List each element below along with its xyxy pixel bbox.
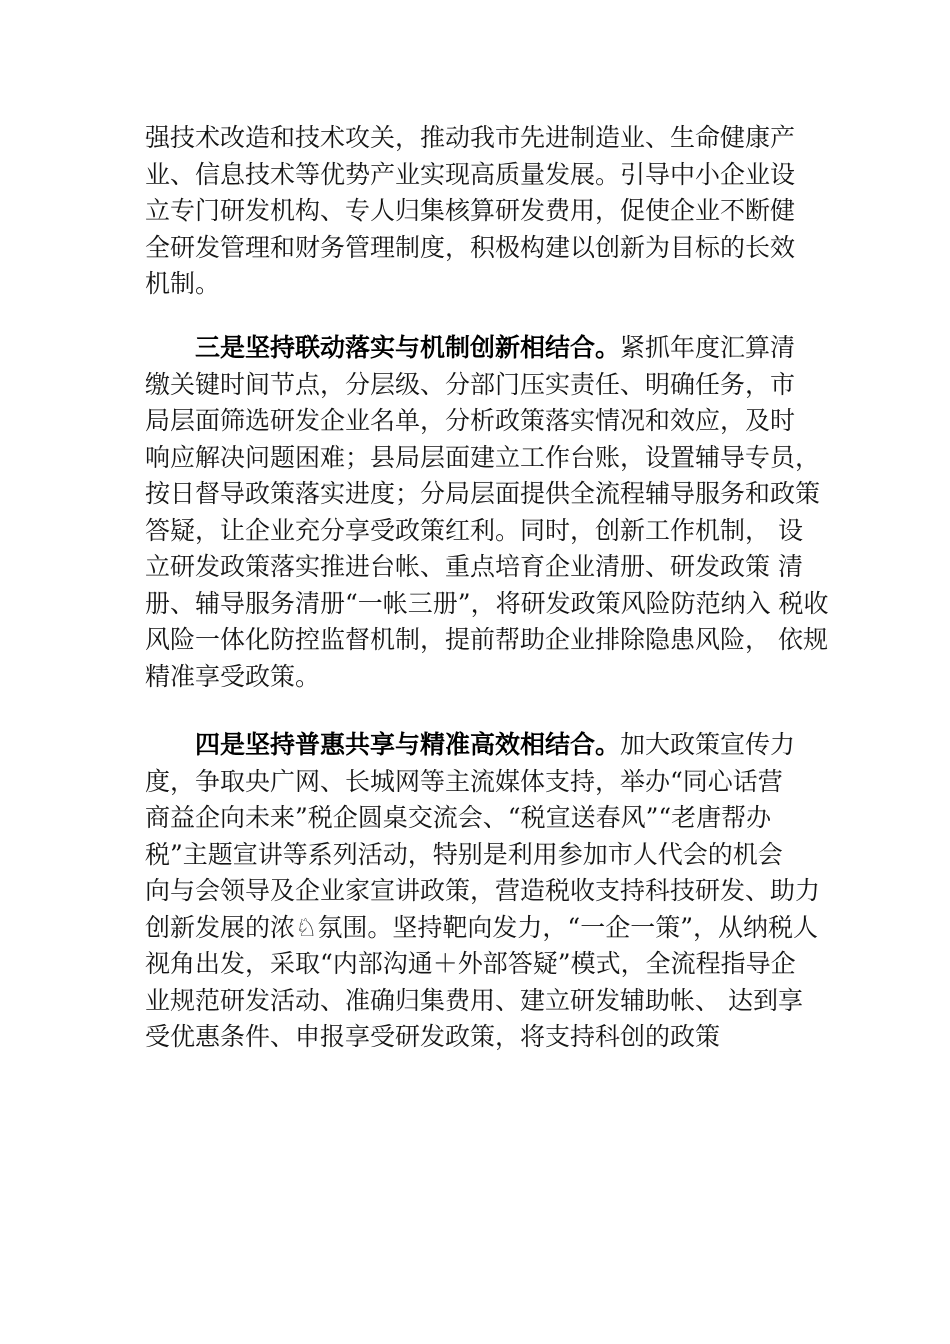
text-line: 度，争取央广网、长城网等主流媒体支持，举办“同心话营 [145,766,783,796]
paragraph-first-line [145,330,835,367]
paragraph-3 [145,727,835,1056]
text-line: 视角出发，采取“内部沟通＋外部答疑”模式，全流程指导企 [145,949,796,978]
text-line: 创新发展的浓♘氛围。坚持靶向发力，“一企一策”，从纳税人 [145,912,818,942]
paragraph-2 [145,330,835,695]
first-line-text: 紧抓年度汇算清 [620,333,796,362]
text-line: 答疑，让企业充分享受政策红利。同时，创新工作机制， 设 [145,515,803,545]
text-line: 业、信息技术等优势产业实现高质量发展。引导中小企业设 [145,159,796,189]
text-line: 风险一体化防控监督机制，提前帮助企业排除隐患风险， 依规 [145,625,828,654]
paragraph-first-line [145,727,835,764]
text-line: 商益企向未来”税企圆桌交流会、“税宣送春风”“老唐帮办 [145,803,772,832]
paragraph-1 [145,120,835,303]
text-line: 受优惠条件、申报享受研发政策，将支持科创的政策 [145,1022,721,1051]
text-line: 响应解决问题困难；县局层面建立工作台账，设置辅导专员， [145,442,821,472]
text-line: 业规范研发活动、准确归集费用、建立研发辅助帐、 达到享 [145,985,803,1015]
text-line: 缴关键时间节点，分层级、分部门压实责任、明确任务，市 [145,369,796,399]
text-line: 机制。 [145,269,221,298]
paragraph-heading: 四是坚持普惠共享与精准高效相结合。 [195,730,621,759]
first-line-text: 加大政策宣传力 [620,730,796,759]
text-line: 局层面筛选研发企业名单，分析政策落实情况和效应，及时 [145,406,796,435]
text-line: 立专门研发机构、专人归集核算研发费用，促使企业不断健 [145,196,796,225]
text-line: 精准享受政策。 [145,661,321,691]
text-line: 强技术改造和技术攻关，推动我市先进制造业、生命健康产 [145,123,796,152]
text-line: 立研发政策落实推进台帐、重点培育企业清册、研发政策 清 [145,552,803,581]
paragraph-heading: 三是坚持联动落实与机制创新相结合。 [195,333,621,362]
text-line: 按日督导政策落实进度；分局层面提供全流程辅导服务和政策 [145,479,821,508]
text-line: 册、辅导服务清册“一帐三册”，将研发政策风险防范纳入 税收 [145,588,829,618]
text-line: 全研发管理和财务管理制度，积极构建以创新为目标的长效 [145,232,796,262]
text-line: 向与会领导及企业家宣讲政策，营造税收支持科技研发、助力 [145,876,821,905]
text-line: 税”主题宣讲等系列活动，特别是利用参加市人代会的机会 [145,839,783,869]
